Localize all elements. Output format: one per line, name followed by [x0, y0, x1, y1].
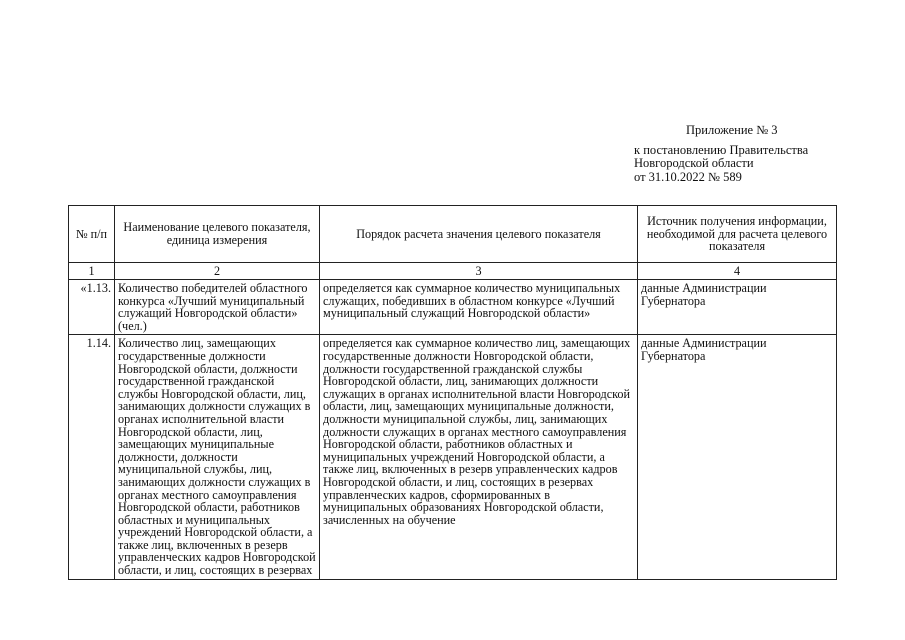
- header-source: Источник получения информации, необходимой для расчета целевого показателя: [638, 206, 837, 263]
- indicator-name: Количество победителей областного конкурса «Лучший муниципальный служащий Новгородской области» (чел.): [115, 280, 320, 335]
- table-row: [69, 335, 837, 579]
- indicator-name: Количество лиц, замещающих государственные должности Новгородской области, должности государственной гражданской службы Новгородской области, лиц, занимающих должности служащих в органах исполнительной власти Новгородской области, лиц, замещающих муниципальные должности, должности муниципальной службы, лиц, занимающих должности служащих в органах местного самоуправления Новгородской области, работников областных и муниципальных учреждений Новгородской области, а также лиц, включенных в резерв управленческих кадров Новгородской области, и лиц, состоящих в резервах: [115, 335, 320, 579]
- appendix-line-2: Новгородской области: [634, 156, 754, 170]
- row-number: 1.14.: [69, 335, 115, 579]
- appendix-header: [634, 124, 874, 184]
- appendix-line-3: от 31.10.2022 № 589: [634, 169, 742, 184]
- calculation-method: определяется как суммарное количество муниципальных служащих, победивших в областном конкурсе «Лучший муниципальный служащий Новгородской области»: [320, 280, 638, 335]
- data-source: данные Администрации Губернатора: [638, 280, 837, 335]
- column-number: 4: [638, 263, 837, 280]
- row-number: «1.13.: [69, 280, 115, 335]
- column-number: 1: [69, 263, 115, 280]
- header-number: № п/п: [69, 206, 115, 263]
- table-header-row: [69, 206, 837, 263]
- calculation-method: определяется как суммарное количество лиц, замещающих государственные должности Новгородской области, должности государственной гражданской службы Новгородской области, лиц, занимающих должности служащих в органах исполнительной власти Новгородской области, лиц, замещающих муниципальные должности, должности муниципальной службы, лиц, занимающих должности служащих в органах местного самоуправления Новгородской области, работников областных и муниципальных учреждений Новгородской области, а также лиц, включенных в резерв управленческих кадров Новгородской области, и лиц, состоящих в резервах управленческих кадров, сформированных в муниципальных образованиях Новгородской области, зачисленных на обучение: [320, 335, 638, 579]
- appendix-title: Приложение № 3: [686, 123, 778, 137]
- header-indicator-name: Наименование целевого показателя, единица измерения: [115, 206, 320, 263]
- header-calculation-method: Порядок расчета значения целевого показателя: [320, 206, 638, 263]
- indicators-table: [68, 205, 837, 580]
- column-numbers-row: [69, 263, 837, 280]
- column-number: 2: [115, 263, 320, 280]
- column-number: 3: [320, 263, 638, 280]
- appendix-line-1: к постановлению Правительства: [634, 142, 809, 157]
- table-row: [69, 280, 837, 335]
- data-source: данные Администрации Губернатора: [638, 335, 837, 579]
